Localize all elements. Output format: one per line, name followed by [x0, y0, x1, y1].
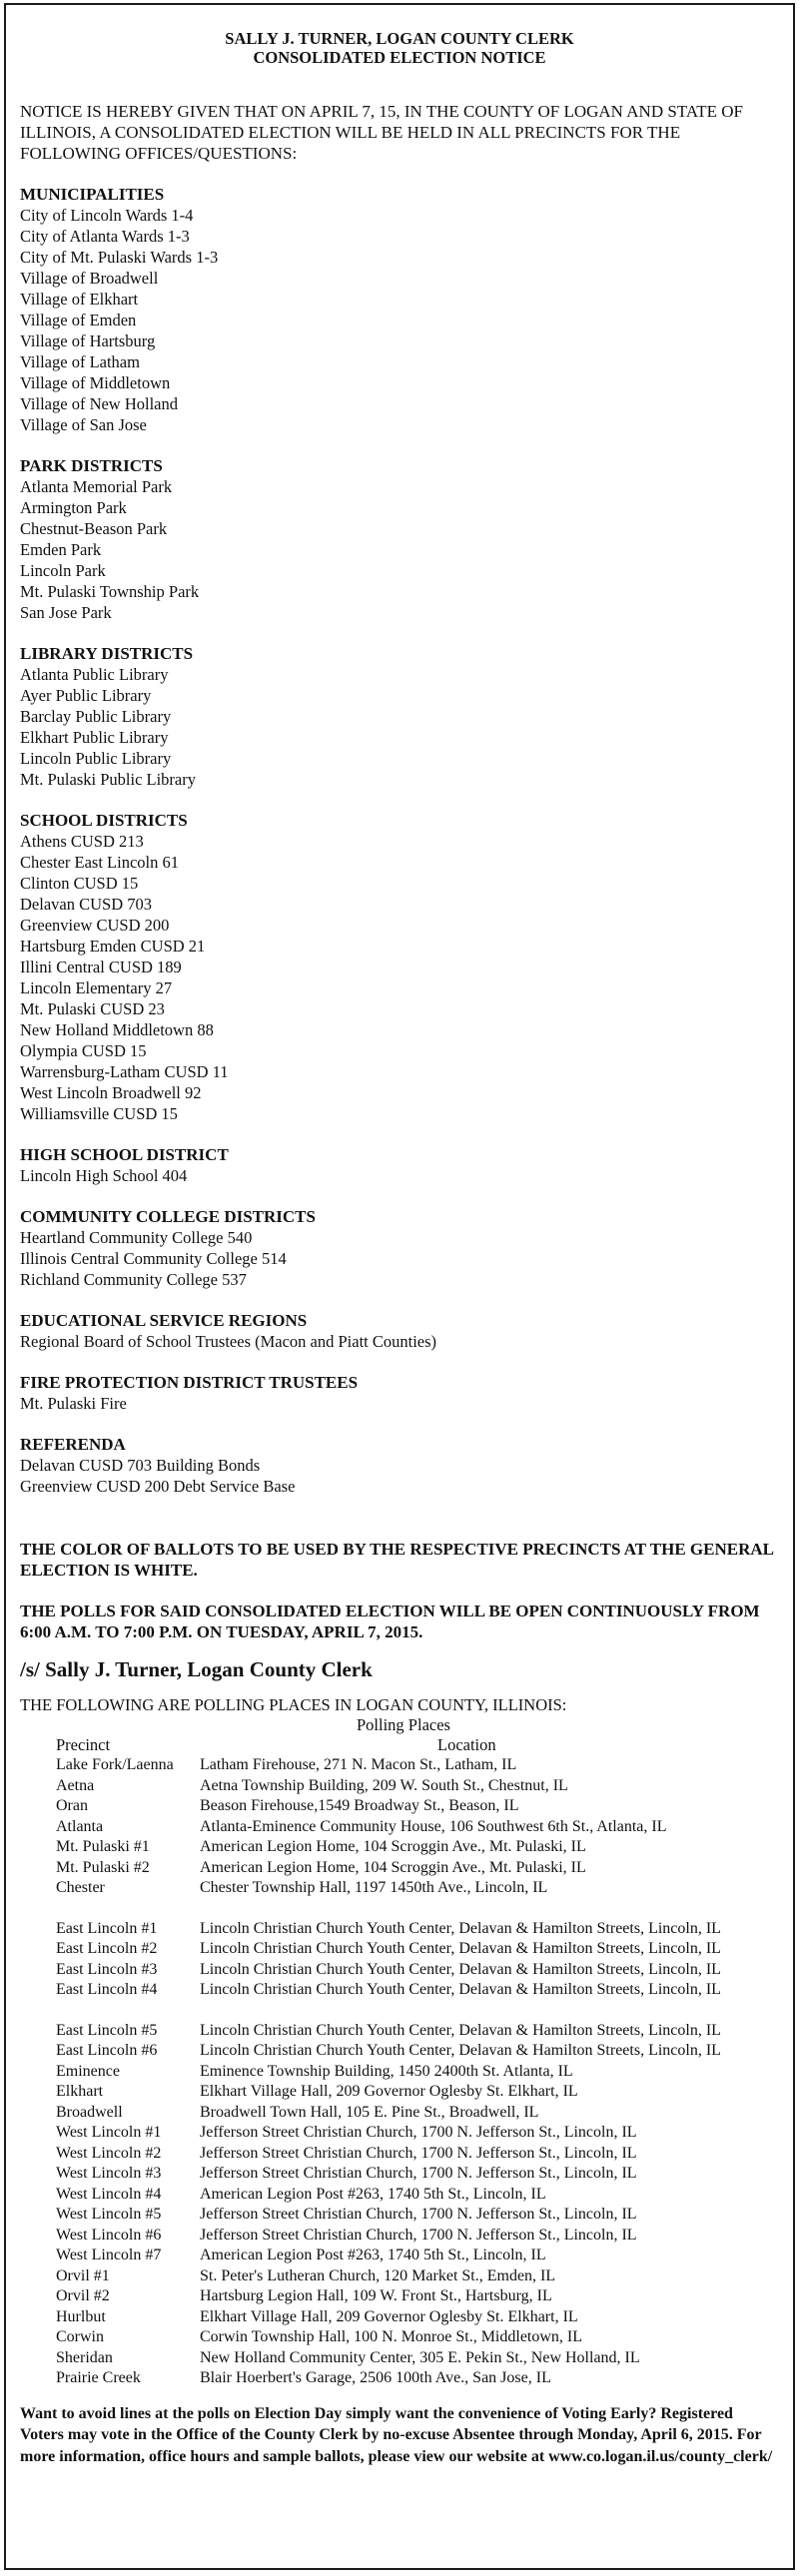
- section-item: Village of Latham: [20, 352, 140, 371]
- section-item: Village of Hartsburg: [20, 331, 156, 350]
- precinct-name: East Lincoln #1: [56, 1919, 158, 1937]
- polling-location: Hartsburg Legion Hall, 109 W. Front St., Hartsburg, IL: [200, 2287, 552, 2304]
- section-item: Armington Park: [20, 498, 127, 517]
- polling-row: [20, 2103, 779, 2124]
- office-section: [20, 643, 779, 790]
- polling-location: Beason Firehouse,1549 Broadway St., Beason, IL: [200, 1797, 519, 1814]
- section-item: Clinton CUSD 15: [20, 874, 139, 893]
- section-item: Olympia CUSD 15: [20, 1041, 147, 1060]
- header-clerk-line: SALLY J. TURNER, LOGAN COUNTY CLERK: [225, 29, 574, 48]
- polling-location: Jefferson Street Christian Church, 1700 N. Jefferson St., Lincoln, IL: [200, 2144, 637, 2162]
- precinct-name: West Lincoln #7: [56, 2247, 162, 2263]
- polling-row: [20, 1858, 779, 1879]
- precinct-name: Prairie Creek: [56, 2369, 141, 2386]
- notice-header: [20, 29, 779, 67]
- polling-location: American Legion Post #263, 1740 5th St., Lincoln, IL: [200, 2185, 546, 2203]
- precinct-name: Aetna: [56, 1776, 95, 1794]
- polling-row: [20, 1796, 779, 1817]
- polling-location: Lincoln Christian Church Youth Center, Delavan & Hamilton Streets, Lincoln, IL: [200, 2021, 721, 2039]
- polling-row: [20, 2185, 779, 2206]
- polling-location: Elkhart Village Hall, 209 Governor Oglesby St. Elkhart, IL: [200, 2083, 578, 2100]
- polling-location: Jefferson Street Christian Church, 1700 N. Jefferson St., Lincoln, IL: [200, 2165, 637, 2182]
- polling-location: Jefferson Street Christian Church, 1700 N. Jefferson St., Lincoln, IL: [200, 2206, 637, 2223]
- polling-location: Lincoln Christian Church Youth Center, Delavan & Hamilton Streets, Lincoln, IL: [200, 1981, 721, 1998]
- precinct-name: East Lincoln #4: [56, 1981, 158, 1998]
- section-heading: EDUCATIONAL SERVICE REGIONS: [20, 1311, 308, 1330]
- section-item: Atlanta Public Library: [20, 665, 169, 684]
- polling-location: Corwin Township Hall, 100 N. Monroe St., Middletown, IL: [200, 2328, 583, 2345]
- office-section: [20, 810, 779, 1124]
- polling-row: [20, 1878, 779, 1899]
- polling-row: [20, 2286, 779, 2307]
- polling-location: Broadwell Town Hall, 105 E. Pine St., Broadwell, IL: [200, 2103, 539, 2121]
- precinct-name: Eminence: [56, 2062, 120, 2080]
- polling-row: [20, 2205, 779, 2226]
- section-item: Regional Board of School Trustees (Macon and Piatt Counties): [20, 1332, 437, 1351]
- section-item: Emden Park: [20, 540, 102, 559]
- location-column-header: Location: [437, 1735, 496, 1754]
- precinct-column-header: Precinct: [56, 1735, 111, 1754]
- section-item: Mt. Pulaski Fire: [20, 1394, 127, 1413]
- section-item: Lincoln Public Library: [20, 749, 172, 768]
- precinct-name: Sheridan: [56, 2348, 113, 2366]
- office-section: [20, 1372, 779, 1414]
- polling-location: Jefferson Street Christian Church, 1700 N. Jefferson St., Lincoln, IL: [200, 2226, 637, 2244]
- polling-row: [20, 1755, 779, 1776]
- polling-row: [20, 1817, 779, 1838]
- section-item: New Holland Middletown 88: [20, 1020, 214, 1039]
- section-item: Heartland Community College 540: [20, 1228, 253, 1247]
- section-item: Village of Emden: [20, 311, 137, 329]
- section-heading: REFERENDA: [20, 1435, 126, 1454]
- precinct-name: East Lincoln #6: [56, 2042, 158, 2059]
- header-title-line: CONSOLIDATED ELECTION NOTICE: [253, 48, 546, 67]
- section-heading: MUNICIPALITIES: [20, 185, 165, 204]
- election-notice-page: [4, 3, 795, 2570]
- office-section: [20, 455, 779, 623]
- office-section: [20, 1434, 779, 1497]
- section-heading: LIBRARY DISTRICTS: [20, 644, 194, 663]
- polling-row: [20, 2266, 779, 2287]
- section-item: Hartsburg Emden CUSD 21: [20, 937, 206, 956]
- section-item: Mt. Pulaski Township Park: [20, 582, 200, 601]
- section-heading: COMMUNITY COLLEGE DISTRICTS: [20, 1207, 316, 1226]
- clerk-signature: /s/ Sally J. Turner, Logan County Clerk: [20, 1657, 373, 1681]
- polling-row: [20, 2348, 779, 2369]
- section-item: Mt. Pulaski CUSD 23: [20, 999, 165, 1018]
- section-heading: SCHOOL DISTRICTS: [20, 811, 188, 830]
- section-item: Greenview CUSD 200: [20, 916, 170, 935]
- polling-row: [20, 2327, 779, 2348]
- section-item: Village of Middletown: [20, 373, 171, 392]
- section-item: Illinois Central Community College 514: [20, 1249, 287, 1268]
- polling-row: [20, 2307, 779, 2328]
- polling-row: [20, 2246, 779, 2266]
- polling-location: Blair Hoerbert's Garage, 2506 100th Ave., San Jose, IL: [200, 2369, 551, 2386]
- precinct-name: Broadwell: [56, 2103, 123, 2121]
- polling-row: [20, 1960, 779, 1981]
- polling-location: Elkhart Village Hall, 209 Governor Oglesby St. Elkhart, IL: [200, 2307, 578, 2325]
- polling-location: American Legion Home, 104 Scroggin Ave., Mt. Pulaski, IL: [200, 1858, 586, 1876]
- polling-places-table: [20, 1755, 779, 2389]
- section-item: Delavan CUSD 703 Building Bonds: [20, 1456, 261, 1475]
- polling-location: Latham Firehouse, 271 N. Macon St., Latham, IL: [200, 1756, 517, 1773]
- office-section: [20, 1206, 779, 1290]
- polling-location: Lincoln Christian Church Youth Center, Delavan & Hamilton Streets, Lincoln, IL: [200, 1919, 721, 1937]
- early-voting-footer: Want to avoid lines at the polls on Election Day simply want the convenience of Voting Early? Registered Voters may vote in the Office of the County Clerk by no-excuse Absentee through Monday, April 6, 2015. For more information, office hours and sample ballots, please view our website at www.co.logan.il.us/county_clerk/: [20, 2404, 773, 2465]
- section-item: Illini Central CUSD 189: [20, 958, 182, 976]
- precinct-name: Corwin: [56, 2328, 104, 2345]
- polls-open-paragraph: THE POLLS FOR SAID CONSOLIDATED ELECTION WILL BE OPEN CONTINUOUSLY FROM 6:00 A.M. TO 7:00 P.M. ON TUESDAY, APRIL 7, 2015.: [20, 1602, 760, 1641]
- precinct-name: West Lincoln #3: [56, 2165, 162, 2182]
- polling-column-headers: [20, 1735, 779, 1755]
- office-section: [20, 1310, 779, 1352]
- section-item: Elkhart Public Library: [20, 728, 169, 747]
- precinct-name: West Lincoln #6: [56, 2226, 162, 2244]
- precinct-name: West Lincoln #4: [56, 2185, 162, 2203]
- polling-row: [20, 2226, 779, 2247]
- section-item: Village of San Jose: [20, 415, 147, 434]
- polling-places-heading: Polling Places: [357, 1715, 450, 1734]
- precinct-name: East Lincoln #3: [56, 1960, 158, 1978]
- polling-row: [20, 2368, 779, 2389]
- section-item: Ayer Public Library: [20, 686, 152, 705]
- polling-location: Eminence Township Building, 1450 2400th St. Atlanta, IL: [200, 2062, 573, 2080]
- polling-row: [20, 2082, 779, 2103]
- section-item: Atlanta Memorial Park: [20, 477, 173, 496]
- section-item: San Jose Park: [20, 603, 112, 622]
- precinct-name: Elkhart: [56, 2083, 104, 2100]
- ballot-color-paragraph: THE COLOR OF BALLOTS TO BE USED BY THE RESPECTIVE PRECINCTS AT THE GENERAL ELECTION IS WHITE.: [20, 1540, 774, 1580]
- precinct-name: West Lincoln #5: [56, 2206, 162, 2223]
- section-item: Lincoln Park: [20, 561, 106, 580]
- section-item: Village of New Holland: [20, 394, 179, 413]
- polling-location: Chester Township Hall, 1197 1450th Ave., Lincoln, IL: [200, 1879, 548, 1896]
- precinct-name: Orvil #2: [56, 2287, 110, 2304]
- polling-location: Lincoln Christian Church Youth Center, Delavan & Hamilton Streets, Lincoln, IL: [200, 2042, 721, 2059]
- polling-row: [20, 1776, 779, 1797]
- section-item: Delavan CUSD 703: [20, 895, 152, 914]
- polling-row: [20, 1837, 779, 1858]
- section-item: Lincoln High School 404: [20, 1166, 188, 1185]
- precinct-name: Mt. Pulaski #1: [56, 1838, 150, 1855]
- polling-intro: THE FOLLOWING ARE POLLING PLACES IN LOGAN COUNTY, ILLINOIS:: [20, 1695, 567, 1714]
- polling-row: [20, 2041, 779, 2062]
- polling-location: Atlanta-Eminence Community House, 106 Southwest 6th St., Atlanta, IL: [200, 1817, 667, 1835]
- office-section: [20, 184, 779, 435]
- section-item: City of Atlanta Wards 1-3: [20, 227, 190, 246]
- section-item: City of Mt. Pulaski Wards 1-3: [20, 248, 219, 267]
- section-item: City of Lincoln Wards 1-4: [20, 206, 194, 225]
- section-heading: PARK DISTRICTS: [20, 456, 163, 475]
- section-item: Warrensburg-Latham CUSD 11: [20, 1062, 229, 1081]
- polling-row: [20, 2021, 779, 2042]
- section-heading: FIRE PROTECTION DISTRICT TRUSTEES: [20, 1373, 359, 1392]
- section-item: Chestnut-Beason Park: [20, 519, 168, 538]
- offices-sections: [20, 184, 779, 1497]
- precinct-name: Orvil #1: [56, 2266, 110, 2284]
- precinct-name: Chester: [56, 1879, 105, 1896]
- polling-location: Lincoln Christian Church Youth Center, Delavan & Hamilton Streets, Lincoln, IL: [200, 1960, 721, 1978]
- section-item: Barclay Public Library: [20, 707, 172, 726]
- precinct-name: Atlanta: [56, 1817, 104, 1835]
- precinct-name: Oran: [56, 1797, 88, 1814]
- precinct-name: West Lincoln #2: [56, 2144, 162, 2162]
- section-item: Lincoln Elementary 27: [20, 978, 173, 997]
- polling-location: American Legion Home, 104 Scroggin Ave., Mt. Pulaski, IL: [200, 1838, 586, 1855]
- polling-row: [20, 2164, 779, 2185]
- section-item: Village of Broadwell: [20, 269, 159, 288]
- polling-location: Aetna Township Building, 209 W. South St., Chestnut, IL: [200, 1776, 568, 1794]
- section-item: Athens CUSD 213: [20, 832, 144, 851]
- precinct-name: East Lincoln #2: [56, 1940, 158, 1957]
- section-item: Mt. Pulaski Public Library: [20, 770, 196, 789]
- polling-row: [20, 1919, 779, 1940]
- polling-location: Lincoln Christian Church Youth Center, Delavan & Hamilton Streets, Lincoln, IL: [200, 1940, 721, 1957]
- polling-location: American Legion Post #263, 1740 5th St., Lincoln, IL: [200, 2247, 546, 2263]
- precinct-name: Lake Fork/Laenna: [56, 1756, 174, 1773]
- polling-location: St. Peter's Lutheran Church, 120 Market St., Emden, IL: [200, 2266, 556, 2284]
- polling-row: [20, 2062, 779, 2083]
- precinct-name: West Lincoln #1: [56, 2124, 162, 2141]
- polling-location: Jefferson Street Christian Church, 1700 N. Jefferson St., Lincoln, IL: [200, 2124, 637, 2141]
- section-item: West Lincoln Broadwell 92: [20, 1083, 202, 1102]
- section-item: Village of Elkhart: [20, 290, 139, 309]
- office-section: [20, 1144, 779, 1186]
- polling-row: [20, 1939, 779, 1960]
- section-item: Richland Community College 537: [20, 1270, 247, 1289]
- section-heading: HIGH SCHOOL DISTRICT: [20, 1145, 229, 1164]
- precinct-name: East Lincoln #5: [56, 2021, 158, 2039]
- precinct-name: Mt. Pulaski #2: [56, 1858, 150, 1876]
- polling-row: [20, 2144, 779, 2165]
- section-item: Williamsville CUSD 15: [20, 1104, 178, 1123]
- polling-row: [20, 2123, 779, 2144]
- section-item: Chester East Lincoln 61: [20, 853, 180, 872]
- precinct-name: Hurlbut: [56, 2307, 106, 2325]
- section-item: Greenview CUSD 200 Debt Service Base: [20, 1477, 296, 1496]
- polling-row: [20, 1980, 779, 2001]
- polling-location: New Holland Community Center, 305 E. Pekin St., New Holland, IL: [200, 2348, 640, 2366]
- notice-paragraph: NOTICE IS HEREBY GIVEN THAT ON APRIL 7, 15, IN THE COUNTY OF LOGAN AND STATE OF ILLINOIS, A CONSOLIDATED ELECTION WILL BE HELD IN ALL PRECINCTS FOR THE FOLLOWING OFFICES/QUESTIONS:: [20, 102, 743, 163]
